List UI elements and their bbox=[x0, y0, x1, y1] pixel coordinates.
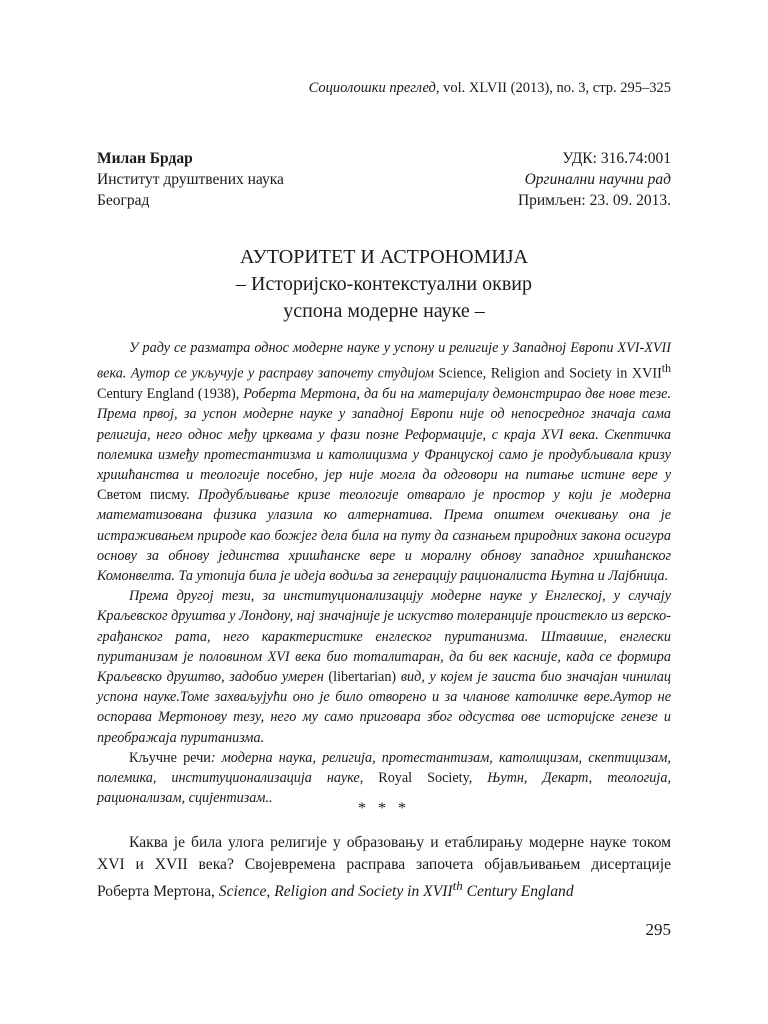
meta-row-2 bbox=[97, 169, 671, 190]
abstract-superscript: th bbox=[661, 361, 671, 376]
author-city: Београд bbox=[97, 192, 150, 209]
abstract-text: Продубљивање кризе теологије отварало је простор у који је модерна математизована физика улазила ко алтернатива. Према општем очекивању она је истраживањем природе као божјег дела била на путу да сазнањем природних закона осигура основу за обнову јединства хришћанске вере и моралну обнову западног хришћанског Комонвелта. Та утопија била је идеја водиља за генерацију рационалиста Њутна и Лајбница. bbox=[97, 487, 671, 584]
keywords-label: Кључне речи bbox=[129, 749, 211, 766]
page-number: 295 bbox=[645, 920, 671, 939]
paper-type: Оргинални научни рад bbox=[524, 171, 671, 188]
abstract-paragraph-2 bbox=[97, 586, 671, 748]
body-paragraph-1 bbox=[97, 832, 671, 903]
body-superscript: th bbox=[452, 878, 463, 893]
received-date: Примљен: 23. 09. 2013. bbox=[517, 192, 671, 209]
title-line-3: успона модерне науке – bbox=[283, 300, 485, 322]
abstract-text: вид, у којем је заиста био значајан чинилац успона науке.Томе захваљујући оно је било отворено и за чланове католичке вере.Аутор не оспорава Мертонову тезу, него му само приговара због одсуства ове историјске генезе и преображаја пуританизма. bbox=[97, 668, 671, 746]
udc-code: УДК: 316.74:001 bbox=[562, 150, 671, 167]
abstract-text: Према другој тези, за институционализацију модерне науке у Енглеској, у случају Краљевског друштва у Лондону, нај значајније је искуство толеранције проистекло из верско-грађанског рата, него карактеристике енглеског пуританизма. Штавише, енглески пуританизам је половином XVI века био тоталитаран, да би век касније, када се формира Краљевско друштво, задобио умерен bbox=[97, 588, 671, 685]
abstract-text: Роберта Мертона, да би на материјалу демонстрирао две нове тезе. Према првој, за успон модерне науке у западној Европи није од непосредног значаја сама религија, него однос међу црквама у фази позне Реформације, с краја XVI века. Скептичка полемика између протестантизма и католицизма у Француској само је продубљивала кризу хришћанства и теологије посебно, јер није могла да одговори на питање истине вере у bbox=[97, 386, 671, 483]
body-text bbox=[97, 832, 671, 903]
author-name: Милан Брдар bbox=[97, 150, 193, 167]
abstract-paragraph-1 bbox=[97, 338, 671, 586]
body-book-title-end: Century England bbox=[462, 883, 574, 901]
title-line-1: АУТОРИТЕТ И АСТРОНОМИЈА bbox=[239, 246, 529, 268]
running-head bbox=[309, 80, 671, 97]
abstract-text: У раду се разматра однос модерне науке у успону и религије у Западној Европи XVI-XVII века. Аутор се укључује у расправу започету студијом bbox=[97, 340, 671, 382]
author-institution: Институт друштвених наука bbox=[97, 171, 284, 188]
section-separator: * * * bbox=[358, 800, 410, 817]
body-book-title: Science, Religion and Society in XVII bbox=[218, 883, 453, 901]
abstract bbox=[97, 338, 671, 808]
body-text-span: Каква је била улога религије у образовању и етаблирању модерне науке током XVI и XVII века? Својевремена расправа започета објављивањем дисертације Роберта Мертона, bbox=[97, 834, 671, 901]
article-title bbox=[97, 244, 671, 325]
meta-row-1 bbox=[97, 148, 671, 169]
title-line-2: – Историјско-контекстуални оквир bbox=[236, 273, 532, 295]
keywords-text: : модерна наука, религија, протестантизам, католицизам, скептицизам, полемика, институционализација науке, bbox=[97, 749, 671, 786]
keywords-text-upright: Royal Society, bbox=[378, 770, 473, 786]
keywords-text: Њутн, Декарт, теологија, рационализам, сцијентизам.. bbox=[97, 770, 671, 807]
abstract-text-upright: Светом писму. bbox=[97, 487, 190, 504]
abstract-book-title: Science, Religion and Society in XVII bbox=[438, 365, 662, 382]
abstract-text-upright: (libertarian) bbox=[328, 668, 397, 685]
article-meta bbox=[97, 148, 671, 211]
abstract-book-title-end: Century England (1938), bbox=[97, 386, 244, 403]
meta-row-3 bbox=[97, 190, 671, 211]
journal-name: Социолошки преглед bbox=[308, 80, 436, 96]
journal-details: , vol. XLVII (2013), no. 3, стр. 295–325 bbox=[435, 80, 671, 96]
